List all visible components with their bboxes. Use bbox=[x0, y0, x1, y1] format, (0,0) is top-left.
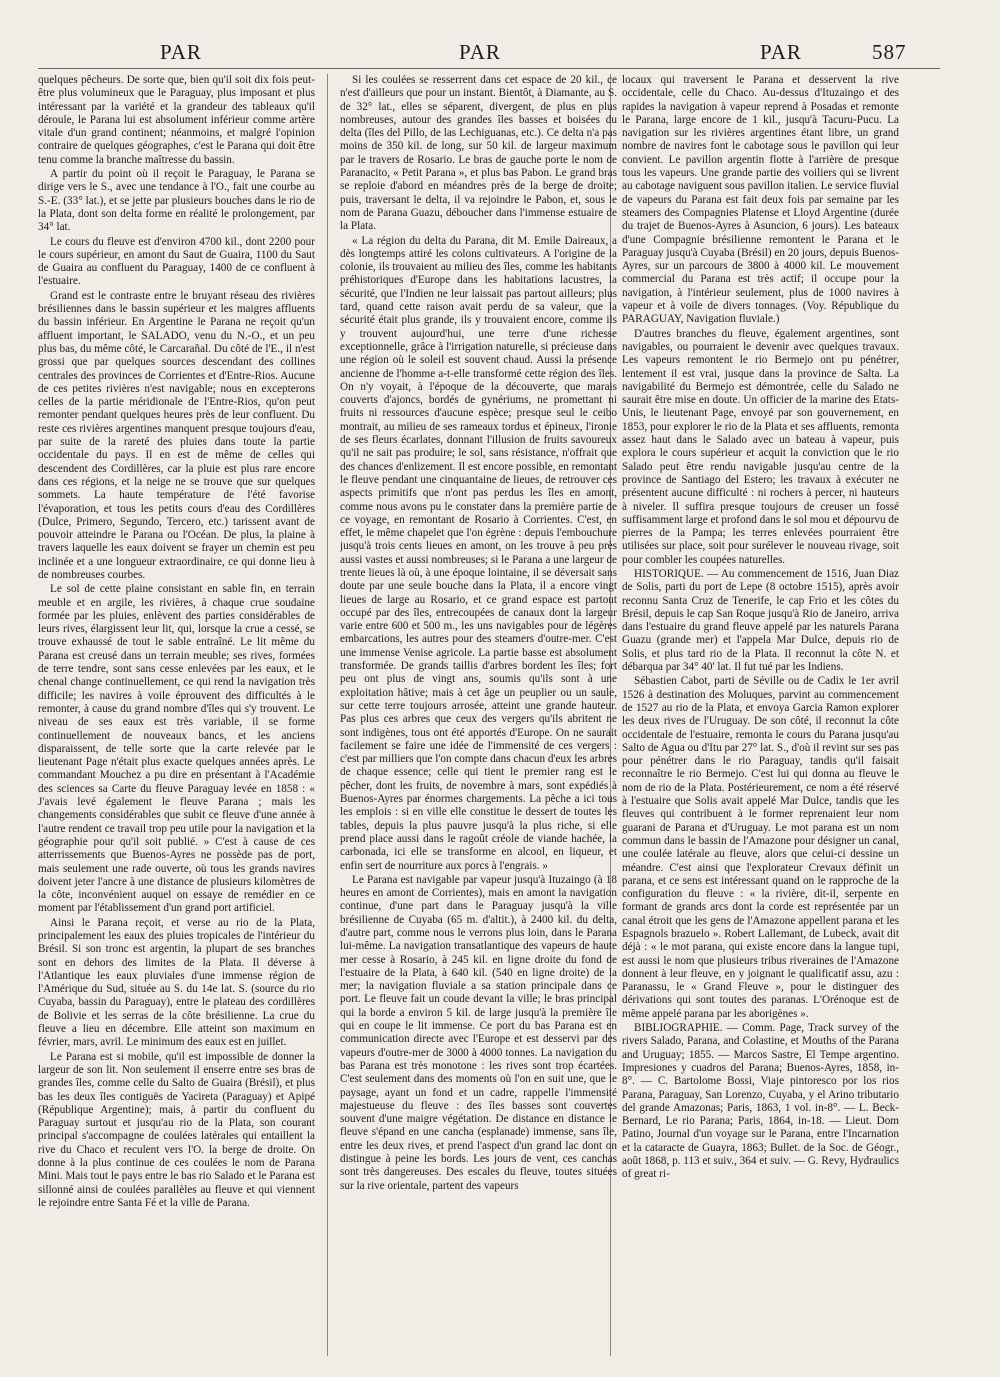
paragraph: « La région du delta du Parana, dit M. Emile Daireaux, a dès longtemps attiré les colons cultivateurs. A l'origine de la colonie, ils trouvaient au milieu des îles, comme les habitants préhistoriques d'Europe dans les habitations lacustres, la sécurité, que l'Indien ne leur laissait pas partout ailleurs; plus tard, quand cette raison avait perdu de sa valeur, que la sécurité était plus grande, ils y trouvaient encore, comme ils y trouvent aujourd'hui, une terre d'une richesse exceptionnelle, grâce à l'irrigation naturelle, si précieuse dans une région où le soleil est souvent chaud. Aussi la présence ancienne de l'homme a-t-elle transformé cette région des îles. On n'y voyait, à l'époque de la découverte, que marais couverts d'ajoncs, bordés de gynériums, ne promettant ni fruits ni ressources d'aucune espèce; presque seul le ceibo montrait, au milieu de ses rameaux tordus et épineux, l'ironie de ses fleurs écarlates, donnant l'illusion de fruits savoureux qu'il ne sait pas produire; le sol, sans résistance, n'offrait que des chances d'enlizement. Il est encore possible, en remontant le fleuve pendant une cinquantaine de lieues, de retrouver ces aspects primitifs que n'ont pas perdus les îles en amont, comme nous avons pu le constater dans la première partie de ce voyage, en remontant de Rosario à Corrientes. C'est, en effet, le même chapelet que l'on égrène : depuis l'embouchure jusqu'à trois cents lieues en amont, on les trouve à peu près aussi vastes et aussi nombreuses; si le Parana a une largeur de trente lieues là où, à une époque lointaine, il se déversait sans doute par une seule bouche dans la Plata, il a encore vingt lieues de large au Rosario, et ce grand espace est partout occupé par des îles, entrecoupées de canaux dont la largeur varie entre 600 et 500 m., les uns navigables pour de légères embarcations, les autres pour des steamers d'outre-mer. C'est une immense Venise agricole. La partie basse est absolument transformée. De grands taillis d'arbres bordent les îles; fort peu ont plus de vingt ans, soumis qu'ils sont à une exploitation hâtive; mais à cet âge un peuplier ou un saule, sur cette terre toujours arrosée, atteint une grande hauteur. Pas plus ces arbres que ceux des vergers qu'ils abritent ne sont indigènes, tous ont été apportés d'Europe. On ne saurait facilement se faire une idée de l'immensité de ces vergers : c'est par milliers que l'on compte dans chacun d'eux les arbres de chaque essence; celle qui tient le premier rang est le pêcher, dont les fruits, de novembre à mars, sont expédiés à Buenos-Ayres par énormes chargements. La pêche a ici tous les emplois : si en ville elle constitue le dessert de toutes les tables, depuis la plus pauvre jusqu'à la plus riche, si elle prend place aussi dans le ragoût créole de viande hachée, la carbonada, ici elle se transforme en alcool, en liqueur, et enfin sert de nourriture aux porcs à l'engrais. » bbox=[340, 234, 617, 872]
header-left-word: PAR bbox=[160, 40, 202, 64]
header-center-word: PAR bbox=[459, 40, 501, 64]
text-column-middle bbox=[340, 74, 617, 1359]
paragraph: locaux qui traversent le Parana et desservent la rive occidentale, celle du Chaco. Au-dessus d'Ituzaingo et des rapides la navigation à vapeur reprend à Posadas et remonte le Parana, large encore de 1 kil., jusqu'à Tacuru-Pucu. La navigation sur les rivières argentines étant libre, un grand nombre de navires font le cabotage sous le pavillon qui leur convient. Le pavillon argentin flotte à l'arrière de presque tous les vapeurs. Une grande partie des voiliers qui se livrent au cabotage naviguent sous pavillon italien. Le service fluvial de vapeurs du Parana est fait deux fois par semaine par les steamers des Compagnies Platense et Lloyd Argentine (durée du trajet de Buenos-Ayres à Asuncion, 6 jours). Les bateaux d'une Compagnie brésilienne remontent le Parana et le Paraguay jusqu'à Cuyaba (Brésil) en 20 jours, depuis Buenos-Ayres, sur un parcours de 3800 à 4000 kil. Le mouvement commercial du Parana est très actif; il occupe pour la navigation, à l'intérieur seulement, plus de 1000 navires à vapeur et à voile de divers tonnages. (Voy. République du PARAGUAY, Navigation fluviale.) bbox=[622, 74, 899, 326]
bibliographie-paragraph: BIBLIOGRAPHIE. — Comm. Page, Track survey of the rivers Salado, Parana, and Colastine, et Mouths of the Parana and Uruguay; 1855. — Marcos Sastre, El Tempe argentino. Impresiones y cuadros del Parana; Buenos-Ayres, 1858, in-8°. — C. Bartolome Bossi, Viaje pintoresco por los rios Parana, Paraguay, San Lorenzo, Cuyaba, y el Arino tributario del grande Amazonas; Paris, 1863, 1 vol. in-8°. — L. Beck-Bernard, Le rio Parana; Paris, 1864, in-18. — Lieut. Dom Patino, Journal d'un voyage sur le Parana, entre l'Incarnation et la cataracte de Guayra, 1863; Bullet. de la Soc. de Géogr., août 1868, p. 113 et suiv., 364 et suiv. — G. Revy, Hydraulics of great ri- bbox=[622, 1022, 899, 1181]
paragraph: Grand est le contraste entre le bruyant réseau des rivières brésiliennes dans le bassin supérieur et les maigres affluents du bassin inférieur. En Argentine le Parana ne reçoit qu'un affluent important, le SALADO, venu du N.-O., et un peu plus bas, du même côté, le Carcarañal. Du côté de l'E., il n'est grossi que par quelques sources descendant des collines centrales des provinces de Corrientes et d'Entre-Rios. Aucune de ces petites rivières n'est navigable; nous en excepterons celles de la partie méridionale de l'Entre-Rios, qu'on peut remonter pendant quelques heures près de leur confluent. Du reste ces rivières argentines manquent presque toujours d'eau, par suite de la rareté des pluies dans toute la partie occidentale du pays. Il en est de même de celles qui descendent des Cordillères, car la pluie est plus rare encore dans ces régions, et la neige ne se trouve que sur quelques sommets. La haute température de l'été favorise l'évaporation, et tous les petits cours d'eau des Cordillères (Dulce, Primero, Segundo, Tercero, etc.) tarissent avant de pouvoir atteindre le Parana ou l'Océan. De plus, la plaine à travers laquelle les eaux doivent se frayer un chemin est peu inclinée et a une longueur extraordinaire, ce qui donne lieu à de nombreuses courbes. bbox=[38, 289, 315, 581]
paragraph: Le Parana est navigable par vapeur jusqu'à Ituzaingo (à 18 heures en amont de Corrientes), mais en amont la navigation continue, d'une part dans le Paraguay jusqu'à la ville brésilienne de Cuyaba (65 m. d'altit.), à 2400 kil. du delta, d'autre part, comme nous le verrons plus loin, dans le Parana lui-même. La navigation transatlantique des vapeurs de haute mer cesse à Rosario, à 245 kil. en ligne droite du fond de l'estuaire de la Plata, à 640 kil. (540 en ligne droite) de la mer; la navigation fluviale a sa station principale dans ce port. Le fleuve fait un coude devant la ville; le bras principal qui la borde a environ 5 kil. de large jusqu'à la première île qui en coupe le lit immense. Ce port du bas Parana est en communication directe avec l'Europe et est desservi par des vapeurs d'outre-mer de 3000 à 4000 tonnes. La navigation du bas Parana est très monotone : les rives sont trop écartées. C'est seulement dans des moments où l'on en suit une, que le paysage, ayant un fond et un cadre, rappelle l'immensité majestueuse du fleuve : des îles basses sont couvertes souvent d'une maigre végétation. De distance en distance le fleuve s'épand en une cancha (esplanade) immense, sans île, entre les deux rives, et prend l'aspect d'un grand lac dont on distingue à peine les bords. Les jours de vent, ces canchas sont très dangereuses. Des escales du fleuve, toutes situées sur la rive orientale, partent des vapeurs bbox=[340, 873, 617, 1192]
paragraph: Sébastien Cabot, parti de Séville ou de Cadix le 1er avril 1526 à destination des Moluques, parvint au commencement de 1527 au rio de la Plata, et envoya Garcia Ramon explorer les deux rives de l'Uruguay. De son côté, il reconnut la côte occidentale de l'estuaire, remonta le cours du Parana jusqu'au Salto de Agua ou d'Itu par 27° lat. S., d'où il revint sur ses pas pour pénétrer dans le rio Paraguay, tandis qu'il faisait reconnaître le rio Bermejo. C'est lui qui donna au fleuve le nom de rio de la Plata. Postérieurement, ce nom a été réservé à l'estuaire que Solis avait appelé Mar Dulce, tandis que les fleuves qui contribuent à le former reprenaient leur nom guarani de Parana et d'Uruguay. Le mot parana est un nom commun dans le bassin de l'Amazone pour désigner un canal, une coulée latérale au fleuve, alors que celui-ci dessine un méandre. C'est ainsi que l'explorateur Crevaux définit un parana, et ce sens est intéressant quand on le rapproche de la configuration du fleuve : « la rivière, dit-il, serpente en formant de grands arcs dont la corde est représentée par un canal étroit que les gens de l'Amazone appellent parana et les Espagnols brazuelo ». Robert Lallemant, de Lubeck, avait dit déjà : « le mot parana, qui existe encore dans la langue tupi, est aussi le nom que plusieurs tribus riveraines de l'Amazone donnent à leur fleuve, en y joignant le qualificatif assu, azu : Paranassu, le « Grand Fleuve », pour le distinguer des dérivations qui sont toutes des paranas. L'Orénoque est de même appelé parana par les aborigènes ». bbox=[622, 675, 899, 1020]
paragraph: Si les coulées se resserrent dans cet espace de 20 kil., ce n'est d'ailleurs que pour un instant. Bientôt, à Diamante, au S. de 32° lat., elles se séparent, divergent, de plus en plus nombreuses, autour des grandes îles basses et boisées du delta (îles del Pillo, de las Lechiguanas, etc.). Ce delta n'a pas moins de 350 kil. de long, sur 50 kil. de largeur maximum par le travers de Rosario. Le bras de gauche porte le nom de Paranacito, « Petit Parana », et plus bas Pabon. Le grand bras se reploie d'abord en méandres près de la berge de droite; puis, traversant le delta, il va rejoindre le Pabon, et, sous le nom de Parana Guazu, déboucher dans l'immense estuaire de la Plata. bbox=[340, 74, 617, 233]
page-number: 587 bbox=[872, 40, 907, 64]
historique-paragraph: HISTORIQUE. — Au commencement de 1516, Juan Diaz de Solis, parti du port de Lepe (8 octobre 1515), après avoir reconnu Santa Cruz de Tenerife, le cap Frio et les côtes du Brésil, depuis le cap San Roque jusqu'à Rio de Janeiro, arriva dans l'estuaire du grand fleuve appelé par les naturels Parana Guazu (grande mer) et l'appela Mar Dulce, depuis rio de Solis, et plus tard rio de la Plata. Il reconnut la côte N. et débarqua par 34° 40' lat. Il fut tué par les Indiens. bbox=[622, 567, 899, 674]
paragraph: Le Parana est si mobile, qu'il est impossible de donner la largeur de son lit. Non seulement il enserre entre ses bras de grandes îles, comme celle du Salto de Guaira (Brésil), et plus bas les deux îles contiguës de Yacireta (Paraguay) et Apipé (République Argentine); mais, à partir du confluent du Paraguay surtout et jusqu'au rio de la Plata, son courant principal s'accompagne de coulées latérales qui entaillent la rive du Chaco et reculent vers l'O. la berge de droite. On donne à la plus continue de ces coulées le nom de Parana Mini. Mais tout le pays entre le bas rio Salado et le Parana est sillonné ainsi de coulées parallèles au fleuve et qui viennent le rejoindre entre Santa Fé et la ville de Parana. bbox=[38, 1050, 315, 1209]
header-rule bbox=[38, 68, 940, 69]
paragraph: Ainsi le Parana reçoit, et verse au rio de la Plata, principalement les eaux des pluies tropicales de l'intérieur du Brésil. Si son tronc est argentin, la plupart de ses branches sont en dehors des limites de la Plata. Il déverse à l'Atlantique les eaux pluviales d'une immense région de l'Amérique du Sud, située au S. du 14e lat. S. (source du rio Cuyaba, bassin du Paraguay), entre le plateau des cordillères de Bolivie et les serras de la côte brésilienne. La crue du fleuve a lieu en décembre. Elle atteint son maximum en février, mars, avril. Le minimum des eaux est en juillet. bbox=[38, 916, 315, 1049]
paragraph: Le cours du fleuve est d'environ 4700 kil., dont 2200 pour le cours supérieur, en amont du Saut de Guaira, 1100 du Saut de Guaira au confluent du Paraguay, 1400 de ce confluent à l'estuaire. bbox=[38, 235, 315, 288]
paragraph: quelques pêcheurs. De sorte que, bien qu'il soit dix fois peut-être plus volumineux que le Paraguay, plus imposant et plus intéressant par la variété et la grandeur des tableaux qu'il déroule, le Parana lui est absolument inférieur comme artère vitale d'un grand continent; néanmoins, et malgré l'opinion contraire de quelques géographes, c'est le Parana qui doit être tenu comme la branche maîtresse du bassin. bbox=[38, 74, 315, 166]
paragraph: A partir du point où il reçoit le Paraguay, le Parana se dirige vers le S., avec une tendance à l'O., fait une courbe au S.-E. (33° lat.), et se jette par plusieurs bouches dans le rio de la Plata, dont son delta forme en réalité le prolongement, par 34° lat. bbox=[38, 168, 315, 234]
text-column-right bbox=[622, 74, 899, 1359]
text-column-left bbox=[38, 74, 315, 1359]
running-header bbox=[0, 40, 1000, 70]
paragraph: D'autres branches du fleuve, également argentines, sont navigables, ou pourraient le devenir avec quelques travaux. Les vapeurs remontent le rio Bermejo ont pu pénétrer, lentement il est vrai, jusque dans la province de Salta. La navigabilité du Bermejo est démontrée, celle du Salado ne saurait être mise en doute. Un officier de la marine des Etats-Unis, le lieutenant Page, envoyé par son gouvernement, en 1853, pour explorer le rio de la Plata et ses affluents, remonta assez haut dans le Salado avec un bateau à vapeur, puis explora le cours supérieur et acquit la conviction que le rio Salado peut être rendu navigable jusqu'au centre de la province de Santiago del Estero; les travaux à exécuter ne présentent aucune difficulté : ni rochers à percer, ni hauteurs à niveler. Il suffira presque toujours de creuser un fossé suffisamment large et profond dans le sol mou et dépourvu de pierres de la Pampa; les terres enlevées pourraient être utilisées sur place, soit pour surélever le nouveau rivage, soit pour combler les coupées naturelles. bbox=[622, 327, 899, 566]
column-divider bbox=[327, 74, 328, 1356]
header-right-word: PAR bbox=[760, 40, 802, 64]
paragraph: Le sol de cette plaine consistant en sable fin, en terrain meuble et en argile, les rivières, à chaque crue soudaine formée par les pluies, enlèvent des parties considérables de leurs rives, élargissent leur lit, qui, lorsque la crue a cessé, se trouve exhaussé de tout le sable entraîné. Le lit même du Parana est creusé dans un terrain meuble; ses rives, formées de terre tendre, sont sans cesse enlevées par les eaux, et le chenal change continuellement, ce qui rend la navigation très difficile; les navires à voile éprouvent des difficultés à le remonter, à cause du grand nombre d'îles qui s'y trouvent. Le niveau de ses eaux est très variable, il se forme continuellement de nouveaux bancs, et les anciens disparaissent, de telle sorte que la carte relevée par le lieutenant Page n'était plus exacte quelques années après. Le commandant Mouchez a pu dire en présentant à l'Académie des sciences sa Carte du fleuve Paraguay levée en 1858 : « J'avais levé également le fleuve Parana ; mais les changements considérables que subit ce fleuve d'une année à l'autre rendent ce travail trop peu utile pour la navigation et la géographie pour qu'il soit publié. » C'est à cause de ces atterrissements que Buenos-Ayres ne possède pas de port, mais seulement une rade ouverte, où tous les grands navires doivent jeter l'ancre à une distance de plusieurs kilomètres de la côte, inconvénient auquel on essaye de remédier en ce moment par l'établissement d'un grand port artificiel. bbox=[38, 583, 315, 915]
